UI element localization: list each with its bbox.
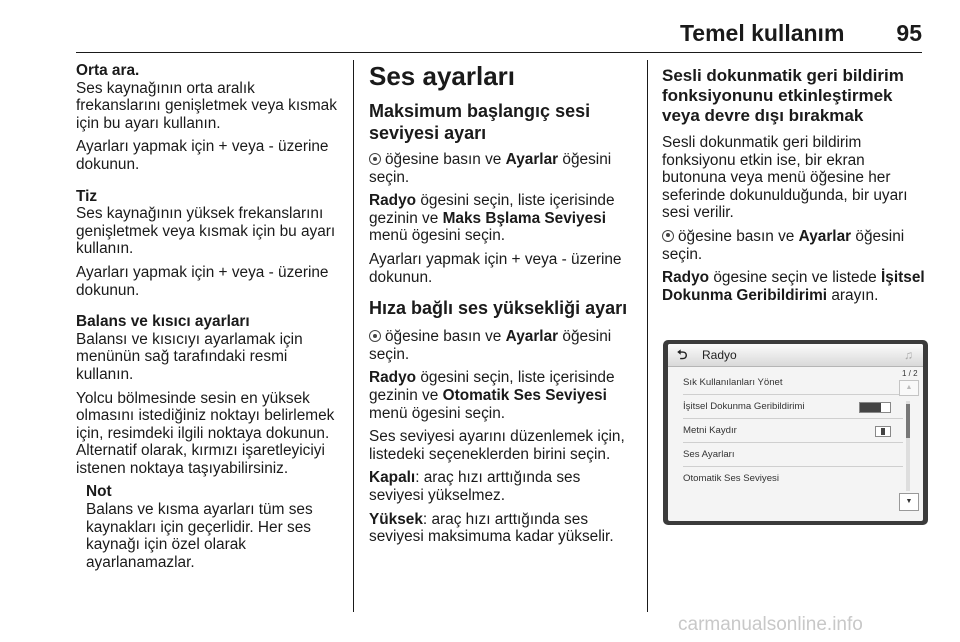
- scroll-down-button[interactable]: ▼: [899, 493, 919, 511]
- paragraph-radyo-2: Radyo ögesini seçin, liste içerisinde gezinin ve Otomatik Ses Seviyesi menü ögesini seçin.: [369, 369, 615, 422]
- paragraph-radyo-1: Radyo ögesini seçin, liste içerisinde gezinin ve Maks Bşlama Seviyesi menü ögesini seçin.: [369, 192, 615, 245]
- music-note-icon: ♫: [904, 348, 913, 362]
- page-indicator: 1 / 2: [902, 369, 918, 378]
- option-kapali: Kapalı: araç hızı arttığında ses seviyesi yükselmez.: [369, 469, 581, 504]
- settings-list: [683, 371, 903, 490]
- balans-paragraph-2: Yolcu bölmesinde sesin en yüksek olmasını istediğiniz noktayı belirlemek için, resimdeki ilgili noktaya dokunun. Alternatif olarak, kırmızı işaretleyiciyi istenen noktaya taşıyabilirsiniz.: [76, 389, 335, 477]
- balans-paragraph-1: Balansı ve kısıcıyı ayarlamak için menünün sağ tarafındaki resmi kullanın.: [76, 330, 303, 383]
- header-rule: [76, 52, 922, 53]
- note-text: Balans ve kısma ayarları tüm ses kaynakları için geçerlidir. Her ses kaynağı için özel olarak ayarlanamazlar.: [86, 501, 313, 571]
- list-item-scroll-text[interactable]: Metni Kaydır: [683, 419, 903, 443]
- note-heading: Not: [86, 483, 112, 501]
- tiz-paragraph-2: Ayarları yapmak için + veya - üzerine dokunun.: [76, 263, 329, 299]
- scrollbar-thumb[interactable]: [906, 404, 910, 438]
- tiz-paragraph-1: Ses kaynağının yüksek frekanslarını genişletmek veya kısmak için bu ayarı kullanın.: [76, 205, 336, 258]
- page-header: [680, 20, 922, 47]
- speed-volume-heading: Hıza bağlı ses yüksekliği ayarı: [369, 298, 628, 319]
- column-divider-2: [647, 60, 648, 612]
- column-divider-1: [353, 60, 354, 612]
- toggle-off[interactable]: [875, 426, 891, 437]
- section-title: Ses ayarları: [369, 61, 516, 91]
- page-number: 95: [896, 20, 922, 46]
- scroll-up-button[interactable]: ▲: [899, 380, 919, 396]
- back-arrow-icon[interactable]: ⮌: [677, 347, 688, 362]
- tiz-heading: Tiz: [76, 187, 98, 205]
- feedback-heading: Sesli dokunmatik geri bildirim fonksiyonunu etkinleştirmek veya devre dışı bırakmak: [662, 66, 904, 125]
- gear-icon: [369, 153, 381, 165]
- radio-screen-figure: [663, 340, 928, 525]
- paragraph-settings-2: öğesine basın ve Ayarlar öğesini seçin.: [369, 328, 612, 363]
- screen-title-bar: [668, 344, 923, 367]
- feedback-paragraph-2: öğesine basın ve Ayarlar öğesini seçin.: [662, 227, 905, 263]
- list-item-sound-settings[interactable]: Ses Ayarları: [683, 443, 903, 467]
- max-volume-heading: Maksimum başlangıç sesi seviyesi ayarı: [369, 101, 591, 143]
- orta-paragraph-2: Ayarları yapmak için + veya - üzerine dokunun.: [76, 138, 329, 173]
- option-yuksek: Yüksek: araç hızı arttığında ses seviyesi maksimuma kadar yükselir.: [369, 510, 614, 546]
- feedback-paragraph-3: Radyo ögesine seçin ve listede İşitsel Dokunma Geribildirimi arayın.: [662, 269, 925, 304]
- note-box: [86, 483, 342, 571]
- column-3: [662, 66, 928, 310]
- paragraph-adjust: Ayarları yapmak için + veya - üzerine dokunun.: [369, 250, 622, 286]
- orta-paragraph-1: Ses kaynağının orta aralık frekanslarını genişletmek veya kısmak için bu ayarı kullanın.: [76, 79, 337, 132]
- paragraph-options: Ses seviyesi ayarını düzenlemek için, listedeki seçeneklerden birini seçin.: [369, 428, 625, 463]
- list-item-audio-feedback[interactable]: İşitsel Dokunma Geribildirimi: [683, 395, 903, 419]
- column-1: [76, 62, 342, 577]
- toggle-on[interactable]: [859, 402, 891, 413]
- list-item-auto-volume[interactable]: Otomatik Ses Seviyesi: [683, 473, 779, 484]
- column-2: [369, 61, 636, 552]
- balans-heading: Balans ve kısıcı ayarları: [76, 313, 250, 331]
- orta-heading: Orta ara.: [76, 62, 140, 79]
- list-item-favorites[interactable]: Sık Kullanılanları Yönet: [683, 371, 903, 395]
- screen-title: Radyo: [702, 348, 737, 362]
- header-title: Temel kullanım: [679, 20, 845, 46]
- gear-icon: [662, 230, 674, 242]
- radio-screen: [668, 344, 923, 521]
- watermark: carmanualsonline.info: [678, 614, 863, 635]
- feedback-paragraph-1: Sesli dokunmatik geri bildirim fonksiyonu etkin ise, bir ekran butonuna veya menü öğesine her seferinde dokunulduğunda, bir uyarı sesi verilir.: [662, 134, 908, 222]
- gear-icon: [369, 330, 381, 342]
- paragraph-settings-1: öğesine basın ve Ayarlar öğesini seçin.: [369, 151, 612, 186]
